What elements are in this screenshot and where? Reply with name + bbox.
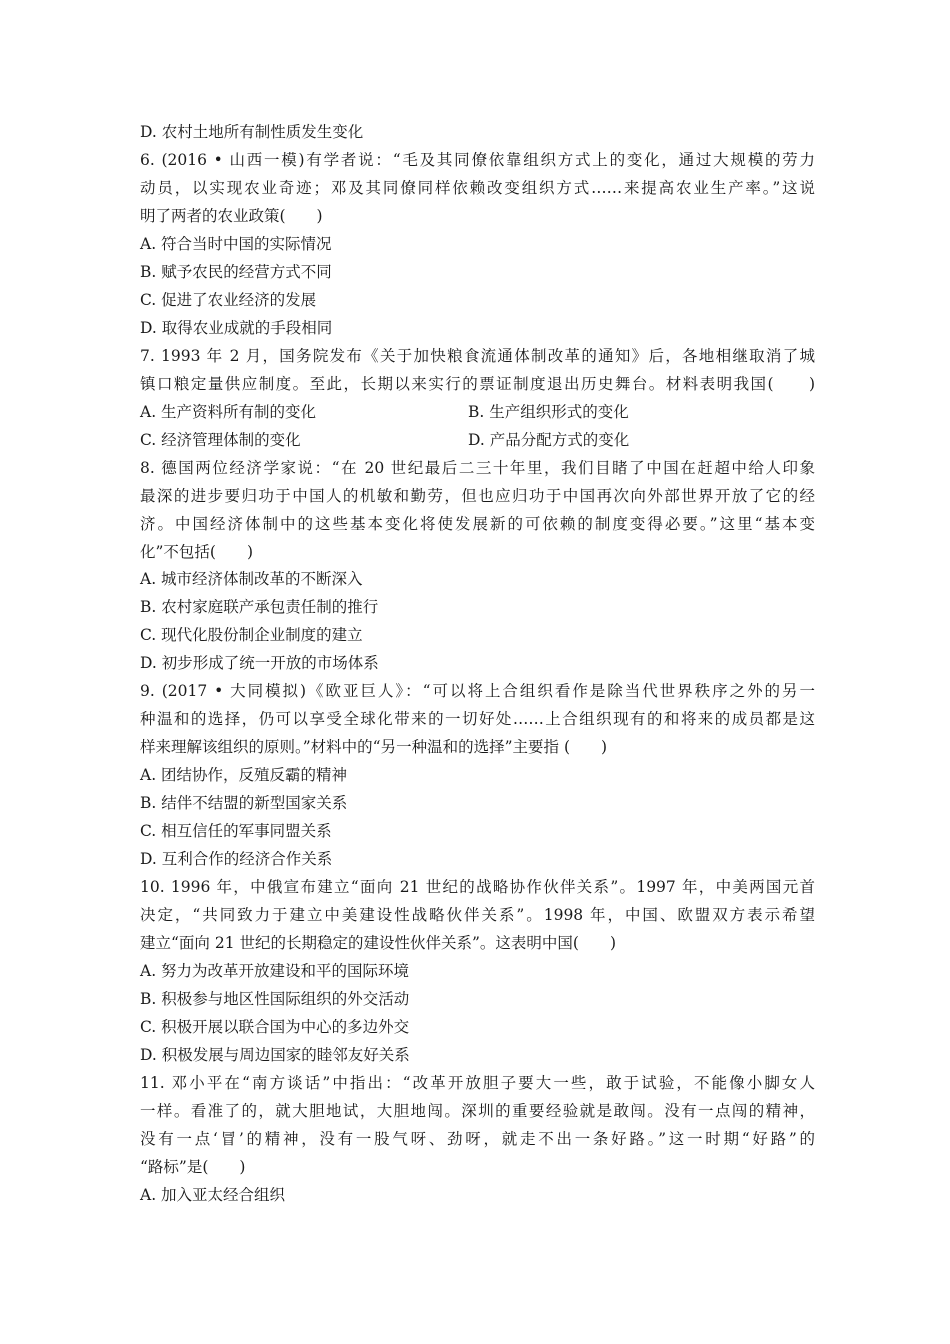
q8-stem-line-3: 济。中国经济体制中的这些基本变化将使发展新的可依赖的制度变得必要。”这里“基本变 (140, 515, 815, 533)
q8-option-c: C. 现代化股份制企业制度的建立 (140, 626, 363, 644)
q7-option-d: D. 产品分配方式的变化 (468, 431, 630, 449)
q6-option-d: D. 取得农业成就的手段相同 (140, 319, 333, 337)
q7-option-c: C. 经济管理体制的变化 (140, 431, 301, 449)
q9-stem-line-3: 样来理解该组织的原则。”材料中的“另一种温和的选择”主要指 ( ) (140, 738, 608, 756)
q8-option-a: A. 城市经济体制改革的不断深入 (140, 570, 363, 588)
q6-option-c: C. 促进了农业经济的发展 (140, 291, 317, 309)
q10-option-a: A. 努力为改革开放建设和平的国际环境 (140, 962, 410, 980)
q9-option-d: D. 互利合作的经济合作关系 (140, 850, 333, 868)
q5-option-d: D. 农村土地所有制性质发生变化 (140, 123, 364, 141)
q7-option-b: B. 生产组织形式的变化 (468, 403, 629, 421)
q6-stem-line-3: 明了两者的农业政策( ) (140, 207, 323, 225)
q10-stem-line-1: 10. 1996 年，中俄宣布建立“面向 21 世纪的战略协作伙伴关系”。1997 年，中美两国元首 (140, 878, 815, 896)
q11-stem-line-4: “路标”是( ) (140, 1158, 246, 1176)
q6-option-a: A. 符合当时中国的实际情况 (140, 235, 332, 253)
q8-stem-line-2: 最深的进步要归功于中国人的机敏和勤劳，但也应归功于中国再次向外部世界开放了它的经 (140, 487, 815, 505)
q6-stem-line-1: 6. (2016 • 山西一模)有学者说：“毛及其同僚依靠组织方式上的变化，通过大规模的劳力 (140, 151, 815, 169)
q11-stem-line-3: 没有一点‘冒’的精神，没有一股气呀、劲呀，就走不出一条好路。”这一时期“好路”的 (140, 1130, 815, 1148)
q7-stem-line-1: 7. 1993 年 2 月，国务院发布《关于加快粮食流通体制改革的通知》后，各地相继取消了城 (140, 347, 815, 365)
q7-option-a: A. 生产资料所有制的变化 (140, 403, 317, 421)
q6-stem-line-2: 动员，以实现农业奇迹；邓及其同僚同样依赖改变组织方式……来提高农业生产率。”这说 (140, 179, 815, 197)
q11-option-a: A. 加入亚太经合组织 (140, 1186, 286, 1204)
q8-option-d: D. 初步形成了统一开放的市场体系 (140, 654, 379, 672)
q8-stem-line-4: 化”不包括( ) (140, 543, 254, 561)
q6-option-b: B. 赋予农民的经营方式不同 (140, 263, 332, 281)
q9-option-a: A. 团结协作，反殖反霸的精神 (140, 766, 348, 784)
q10-option-b: B. 积极参与地区性国际组织的外交活动 (140, 990, 410, 1008)
q8-stem-line-1: 8. 德国两位经济学家说：“在 20 世纪最后二三十年里，我们目睹了中国在赶超中给人印象 (140, 459, 815, 477)
q11-stem-line-1: 11. 邓小平在“南方谈话”中指出：“改革开放胆子要大一些，敢于试验，不能像小脚女人 (140, 1074, 815, 1092)
q9-option-b: B. 结伴不结盟的新型国家关系 (140, 794, 348, 812)
q10-option-c: C. 积极开展以联合国为中心的多边外交 (140, 1018, 410, 1036)
q9-stem-line-2: 种温和的选择，仍可以享受全球化带来的一切好处……上合组织现有的和将来的成员都是这 (140, 710, 815, 728)
q7-stem-line-2: 镇口粮定量供应制度。至此，长期以来实行的票证制度退出历史舞台。材料表明我国( ) (140, 375, 815, 393)
q11-stem-line-2: 一样。看准了的，就大胆地试，大胆地闯。深圳的重要经验就是敢闯。没有一点闯的精神， (140, 1102, 815, 1120)
q10-stem-line-2: 决定，“共同致力于建立中美建设性战略伙伴关系”。1998 年，中国、欧盟双方表示希望 (140, 906, 815, 924)
q10-option-d: D. 积极发展与周边国家的睦邻友好关系 (140, 1046, 410, 1064)
q9-stem-line-1: 9. (2017 • 大同模拟)《欧亚巨人》：“可以将上合组织看作是除当代世界秩序之外的另一 (140, 682, 815, 700)
q9-option-c: C. 相互信任的军事同盟关系 (140, 822, 332, 840)
q10-stem-line-3: 建立“面向 21 世纪的长期稳定的建设性伙伴关系”。这表明中国( ) (140, 934, 617, 952)
q8-option-b: B. 农村家庭联产承包责任制的推行 (140, 598, 379, 616)
